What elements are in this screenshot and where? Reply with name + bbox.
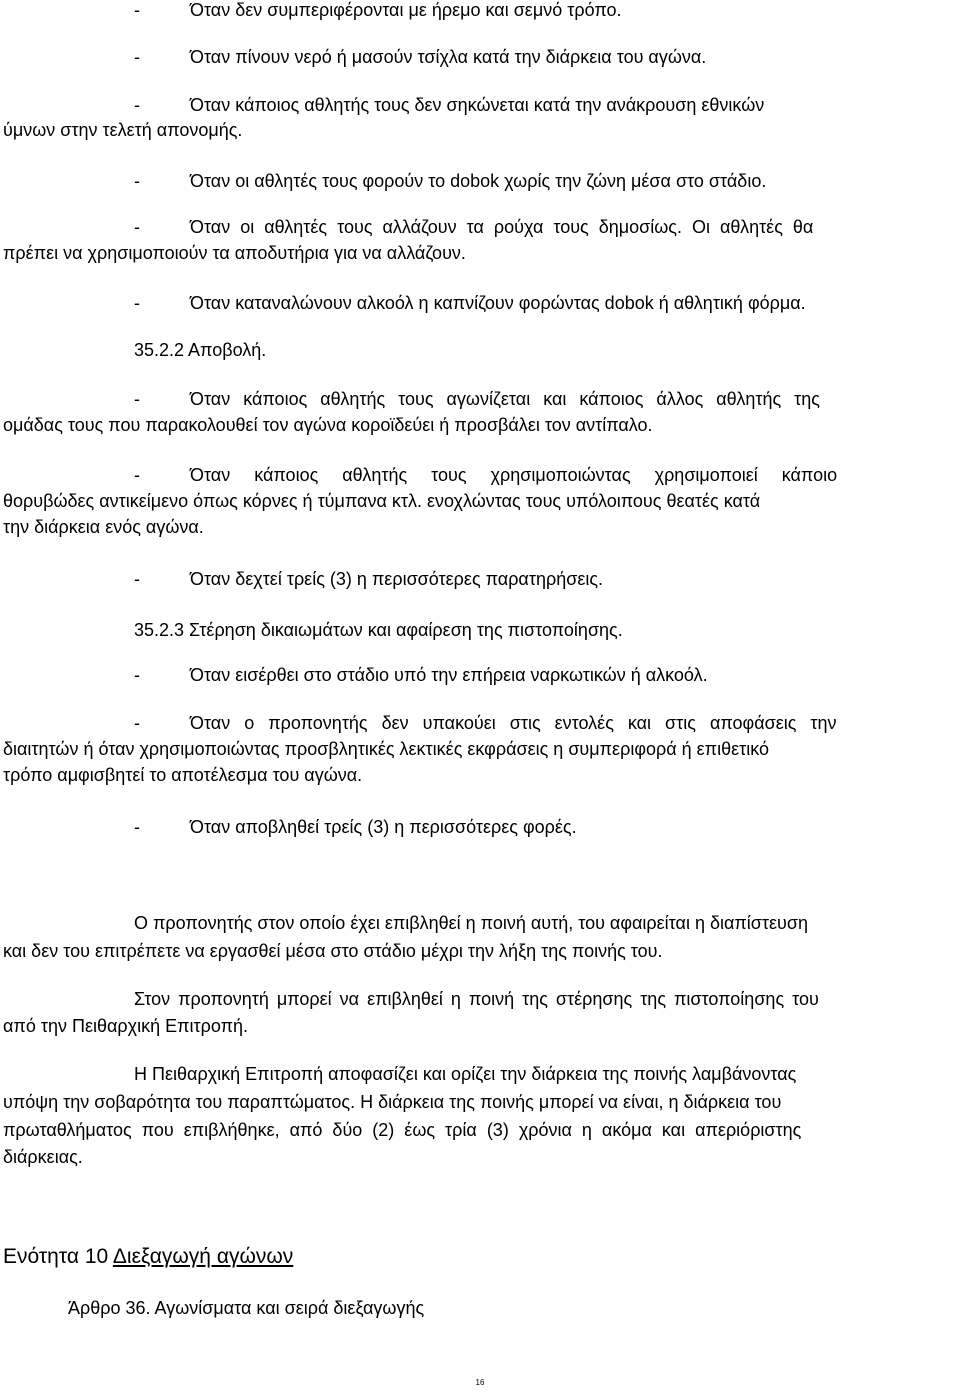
list-item: Όταν δεν συμπεριφέρονται με ήρεμο και σεμνό τρόπο. bbox=[190, 0, 622, 20]
list-item-continuation: πρέπει να χρησιμοποιούν τα αποδυτήρια για να αλλάζουν. bbox=[3, 243, 466, 263]
subsection-heading: 35.2.2 Αποβολή. bbox=[134, 340, 267, 360]
list-item: Όταν αποβληθεί τρείς (3) η περισσότερες φορές. bbox=[190, 817, 577, 837]
section-heading-title: Διεξαγωγή αγώνων bbox=[112, 1245, 294, 1268]
paragraph-line: πρωταθλήματος που επιβλήθηκε, από δύο (2) έως τρία (3) χρόνια η ακόμα και απεριόριστης bbox=[3, 1120, 802, 1140]
bullet-dash: - bbox=[134, 465, 140, 485]
paragraph-line: και δεν του επιτρέπετε να εργασθεί μέσα στο στάδιο μέχρι την λήξη της ποινής του. bbox=[3, 941, 663, 961]
bullet-dash: - bbox=[134, 665, 140, 685]
article-title: Άρθρο 36. Αγωνίσματα και σειρά διεξαγωγής bbox=[68, 1298, 425, 1318]
list-item-continuation: ύμνων στην τελετή απονομής. bbox=[3, 120, 243, 140]
list-item-continuation: τρόπο αμφισβητεί το αποτέλεσμα του αγώνα. bbox=[3, 765, 363, 785]
page-number: 16 bbox=[475, 1378, 485, 1387]
bullet-dash: - bbox=[134, 293, 140, 313]
paragraph-line: Η Πειθαρχική Επιτροπή αποφασίζει και ορίζει την διάρκεια της ποινής λαμβάνοντας bbox=[134, 1064, 797, 1084]
list-item: Όταν οι αθλητές τους αλλάζουν τα ρούχα τους δημοσίως. Οι αθλητές θα bbox=[190, 217, 814, 237]
paragraph-line: υπόψη την σοβαρότητα του παραπτώματος. Η διάρκεια της ποινής μπορεί να είναι, η διάρκεια του bbox=[3, 1092, 782, 1112]
list-item: Όταν πίνουν νερό ή μασούν τσίχλα κατά την διάρκεια του αγώνα. bbox=[190, 47, 707, 67]
bullet-dash: - bbox=[134, 47, 140, 67]
bullet-dash: - bbox=[134, 171, 140, 191]
section-heading-number: Ενότητα 10 bbox=[3, 1245, 113, 1268]
paragraph-line: Ο προπονητής στον οποίο έχει επιβληθεί η ποινή αυτή, του αφαιρείται η διαπίστευση bbox=[134, 913, 809, 933]
bullet-dash: - bbox=[134, 817, 140, 837]
bullet-dash: - bbox=[134, 217, 140, 237]
list-item: Όταν κάποιος αθλητής τους χρησιμοποιώντας χρησιμοποιεί κάποιο bbox=[190, 465, 838, 485]
bullet-dash: - bbox=[134, 389, 140, 409]
list-item-continuation: θορυβώδες αντικείμενο όπως κόρνες ή τύμπανα κτλ. ενοχλώντας τους υπόλοιπους θεατές κατά bbox=[3, 491, 761, 511]
list-item-continuation: την διάρκεια ενός αγώνα. bbox=[3, 517, 204, 537]
bullet-dash: - bbox=[134, 713, 140, 733]
paragraph-line: Στον προπονητή μπορεί να επιβληθεί η ποινή της στέρησης της πιστοποίησης του bbox=[134, 989, 819, 1009]
section-heading bbox=[3, 1244, 293, 1270]
list-item: Όταν κάποιος αθλητής τους δεν σηκώνεται κατά την ανάκρουση εθνικών bbox=[190, 95, 765, 115]
list-item-continuation: διαιτητών ή όταν χρησιμοποιώντας προσβλητικές λεκτικές εκφράσεις η συμπεριφορά ή επιθετικό bbox=[3, 739, 770, 759]
subsection-heading: 35.2.3 Στέρηση δικαιωμάτων και αφαίρεση της πιστοποίησης. bbox=[134, 620, 623, 640]
list-item: Όταν οι αθλητές τους φορούν το dobok χωρίς την ζώνη μέσα στο στάδιο. bbox=[190, 171, 767, 191]
paragraph-line: από την Πειθαρχική Επιτροπή. bbox=[3, 1016, 249, 1036]
paragraph-line: διάρκειας. bbox=[3, 1147, 83, 1167]
list-item: Όταν ο προπονητής δεν υπακούει στις εντολές και στις αποφάσεις την bbox=[190, 713, 837, 733]
list-item: Όταν καταναλώνουν αλκοόλ η καπνίζουν φορώντας dobok ή αθλητική φόρμα. bbox=[190, 293, 806, 313]
list-item: Όταν κάποιος αθλητής τους αγωνίζεται και κάποιος άλλος αθλητής της bbox=[190, 389, 820, 409]
bullet-dash: - bbox=[134, 0, 140, 20]
bullet-dash: - bbox=[134, 569, 140, 589]
list-item: Όταν εισέρθει στο στάδιο υπό την επήρεια ναρκωτικών ή αλκοόλ. bbox=[190, 665, 708, 685]
list-item: Όταν δεχτεί τρείς (3) η περισσότερες παρατηρήσεις. bbox=[190, 569, 604, 589]
bullet-dash: - bbox=[134, 95, 140, 115]
list-item-continuation: ομάδας τους που παρακολουθεί τον αγώνα κοροϊδεύει ή προσβάλει τον αντίπαλο. bbox=[3, 415, 653, 435]
